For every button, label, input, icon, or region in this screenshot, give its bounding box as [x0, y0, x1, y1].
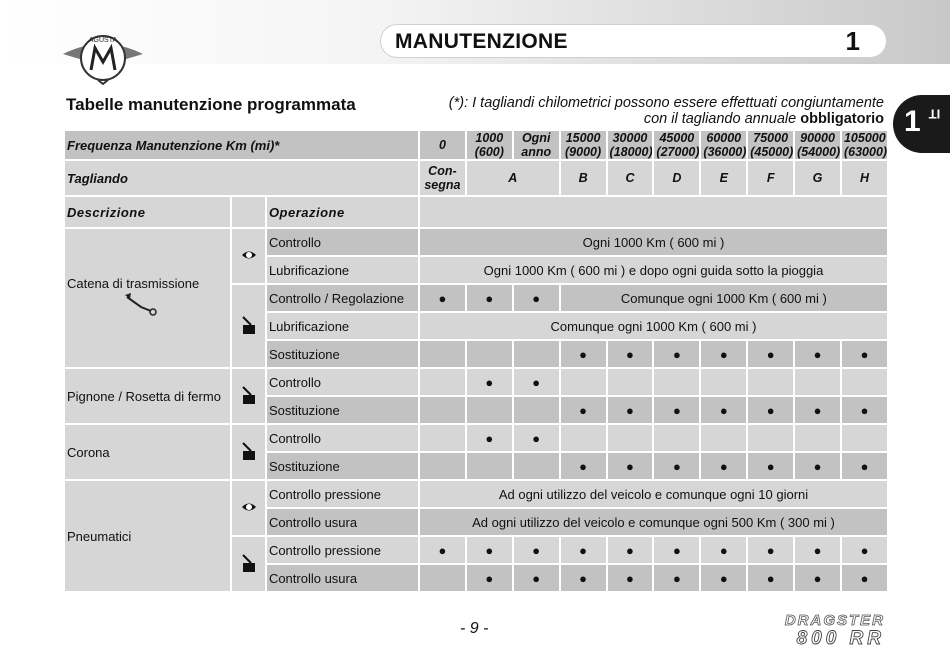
span-pneu-10gg: Ad ogni utilizzo del veicolo e comunque ogni 10 giorni — [420, 481, 887, 507]
freq-2: Ogni anno — [514, 131, 559, 159]
desc-header: Descrizione — [65, 197, 230, 227]
dot: ● — [701, 453, 746, 479]
dot: ● — [701, 397, 746, 423]
chain-tool-icon — [121, 291, 161, 317]
table-cell — [748, 369, 793, 395]
table-cell — [467, 453, 512, 479]
dot: ● — [467, 285, 512, 311]
freq-label: Frequenza Manutenzione Km (mi)* — [65, 131, 418, 159]
table-cell — [420, 369, 465, 395]
dot: ● — [842, 565, 887, 591]
op-controllo: Controllo — [267, 229, 418, 255]
span-comunque1000: Comunque ogni 1000 Km ( 600 mi ) — [561, 285, 887, 311]
table-cell — [795, 369, 840, 395]
workshop-icon-cell — [232, 425, 265, 479]
tagliando-g: G — [795, 161, 840, 195]
pneu-pressione-row — [65, 481, 887, 507]
dot: ● — [561, 397, 606, 423]
table-cell — [654, 369, 699, 395]
table-cell — [701, 369, 746, 395]
dot: ● — [608, 397, 653, 423]
workshop-wrench-icon — [241, 385, 257, 405]
dot: ● — [467, 565, 512, 591]
dot: ● — [795, 397, 840, 423]
component-corona: Corona — [65, 425, 230, 479]
op-controllo: Controllo — [267, 369, 418, 395]
dot: ● — [514, 285, 559, 311]
tagliando-f: F — [748, 161, 793, 195]
tagliando-e: E — [701, 161, 746, 195]
page-number: - 9 - — [460, 620, 489, 637]
dot: ● — [561, 341, 606, 367]
dot: ● — [748, 341, 793, 367]
table-cell — [748, 425, 793, 451]
chapter-side-tab — [893, 95, 950, 153]
table-cell — [420, 565, 465, 591]
dot: ● — [608, 565, 653, 591]
workshop-wrench-icon — [241, 315, 257, 335]
freq-3: 15000 (9000) — [561, 131, 606, 159]
dot: ● — [795, 453, 840, 479]
dot: ● — [842, 397, 887, 423]
page-title: MANUTENZIONE — [395, 30, 568, 53]
op-sostituzione: Sostituzione — [267, 453, 418, 479]
owner-check-icon — [241, 248, 257, 262]
owner-check-icon — [241, 500, 257, 514]
maintenance-table — [63, 129, 889, 593]
dot: ● — [420, 285, 465, 311]
mv-agusta-logo — [58, 24, 148, 88]
section-heading: Tabelle manutenzione programmata — [66, 95, 356, 114]
span-pneu-500: Ad ogni utilizzo del veicolo e comunque ogni 500 Km ( 300 mi ) — [420, 509, 887, 535]
workshop-wrench-icon — [241, 553, 257, 573]
dot: ● — [654, 341, 699, 367]
dot: ● — [514, 369, 559, 395]
dot: ● — [514, 565, 559, 591]
owner-check-icon-cell — [232, 481, 265, 535]
op-controllo: Controllo — [267, 425, 418, 451]
op-sostituzione: Sostituzione — [267, 341, 418, 367]
table-cell — [420, 425, 465, 451]
component-pneumatici: Pneumatici — [65, 481, 230, 591]
dot: ● — [748, 537, 793, 563]
table-cell — [561, 369, 606, 395]
brand-top: DRAGSTER — [784, 612, 885, 629]
dot: ● — [795, 537, 840, 563]
catena-label: Catena di trasmissione — [67, 276, 200, 291]
tagliando-b: B — [561, 161, 606, 195]
component-catena — [65, 229, 230, 367]
component-pignone: Pignone / Rosetta di fermo — [65, 369, 230, 423]
table-cell — [561, 425, 606, 451]
tagliando-d: D — [654, 161, 699, 195]
dot: ● — [701, 537, 746, 563]
op-controllo-pressione: Controllo pressione — [267, 481, 418, 507]
table-cell — [420, 453, 465, 479]
chapter-number: 1 — [845, 26, 860, 56]
note-line-2: con il tagliando annuale — [643, 111, 797, 127]
maintenance-note — [449, 95, 884, 127]
dot: ● — [420, 537, 465, 563]
workshop-icon-cell — [232, 285, 265, 367]
table-cell — [608, 425, 653, 451]
title-pill — [381, 25, 886, 57]
tagliando-h: H — [842, 161, 887, 195]
table-cell — [467, 341, 512, 367]
dot: ● — [561, 565, 606, 591]
table-cell — [701, 425, 746, 451]
brand-bottom: 800 RR — [796, 628, 885, 647]
dot: ● — [561, 537, 606, 563]
op-controllo-regolazione: Controllo / Regolazione — [267, 285, 418, 311]
side-tab-number: 1 — [904, 105, 921, 138]
freq-7: 75000 (45000) — [750, 131, 794, 159]
workshop-icon-cell — [232, 537, 265, 591]
dot: ● — [514, 537, 559, 563]
table-cell — [420, 341, 465, 367]
freq-4: 30000 (18000) — [609, 131, 653, 159]
table-cell — [842, 425, 887, 451]
dot: ● — [748, 453, 793, 479]
table-cell — [514, 397, 559, 423]
catena-controllo-row — [65, 229, 887, 255]
dot: ● — [842, 537, 887, 563]
table-cell — [654, 425, 699, 451]
icon-header-empty — [232, 197, 265, 227]
dragster-brand-logo — [713, 611, 888, 647]
tagliando-a: A — [467, 161, 559, 195]
dot: ● — [654, 537, 699, 563]
op-header: Operazione — [267, 197, 418, 227]
caption-empty — [420, 197, 887, 227]
span-ogni1000: Ogni 1000 Km ( 600 mi ) — [420, 229, 887, 255]
op-lubrificazione: Lubrificazione — [267, 257, 418, 283]
span-ogni1000-pioggia: Ogni 1000 Km ( 600 mi ) e dopo ogni guida sotto la pioggia — [420, 257, 887, 283]
freq-1: 1000 (600) — [467, 131, 512, 159]
freq-0: 0 — [420, 131, 465, 159]
tagliando-c: C — [608, 161, 653, 195]
dot: ● — [654, 565, 699, 591]
span-comunque1000: Comunque ogni 1000 Km ( 600 mi ) — [420, 313, 887, 339]
freq-8: 90000 (54000) — [797, 131, 840, 159]
op-controllo-pressione: Controllo pressione — [267, 537, 418, 563]
caption-row — [65, 197, 887, 227]
table-cell — [514, 453, 559, 479]
dot: ● — [701, 565, 746, 591]
dot: ● — [467, 537, 512, 563]
dot: ● — [795, 565, 840, 591]
dot: ● — [701, 341, 746, 367]
owner-check-icon-cell — [232, 229, 265, 283]
op-controllo-usura: Controllo usura — [267, 509, 418, 535]
dot: ● — [842, 341, 887, 367]
corona-controllo-row — [65, 425, 887, 451]
tagliando-label: Tagliando — [65, 161, 418, 195]
dot: ● — [748, 565, 793, 591]
dot: ● — [654, 453, 699, 479]
freq-5: 45000 (27000) — [656, 131, 700, 159]
dot: ● — [654, 397, 699, 423]
table-cell — [795, 425, 840, 451]
workshop-wrench-icon — [241, 441, 257, 461]
table-cell — [842, 369, 887, 395]
freq-6: 60000 (36000) — [703, 131, 747, 159]
note-line-1: (*): I tagliandi chilometrici possono essere effettuati congiuntamente — [448, 95, 884, 111]
note-bold: obbligatorio — [800, 111, 884, 127]
table-cell — [467, 397, 512, 423]
dot: ● — [608, 537, 653, 563]
dot: ● — [467, 425, 512, 451]
freq-9: 105000 (63000) — [843, 131, 887, 159]
logo-text: AGUSTA — [88, 37, 118, 44]
dot: ● — [608, 341, 653, 367]
op-lubrificazione: Lubrificazione — [267, 313, 418, 339]
dot: ● — [608, 453, 653, 479]
dot: ● — [561, 453, 606, 479]
dot: ● — [795, 341, 840, 367]
tagliando-consegna: Con- segna — [420, 161, 465, 195]
op-sostituzione: Sostituzione — [267, 397, 418, 423]
table-cell — [514, 341, 559, 367]
tagliando-row — [65, 161, 887, 195]
table-cell — [608, 369, 653, 395]
op-controllo-usura: Controllo usura — [267, 565, 418, 591]
dot: ● — [514, 425, 559, 451]
dot: ● — [842, 453, 887, 479]
dot: ● — [748, 397, 793, 423]
table-cell — [420, 397, 465, 423]
workshop-icon-cell — [232, 369, 265, 423]
dot: ● — [467, 369, 512, 395]
pignone-controllo-row — [65, 369, 887, 395]
frequency-row — [65, 131, 887, 159]
side-tab-language: IT — [928, 106, 941, 122]
